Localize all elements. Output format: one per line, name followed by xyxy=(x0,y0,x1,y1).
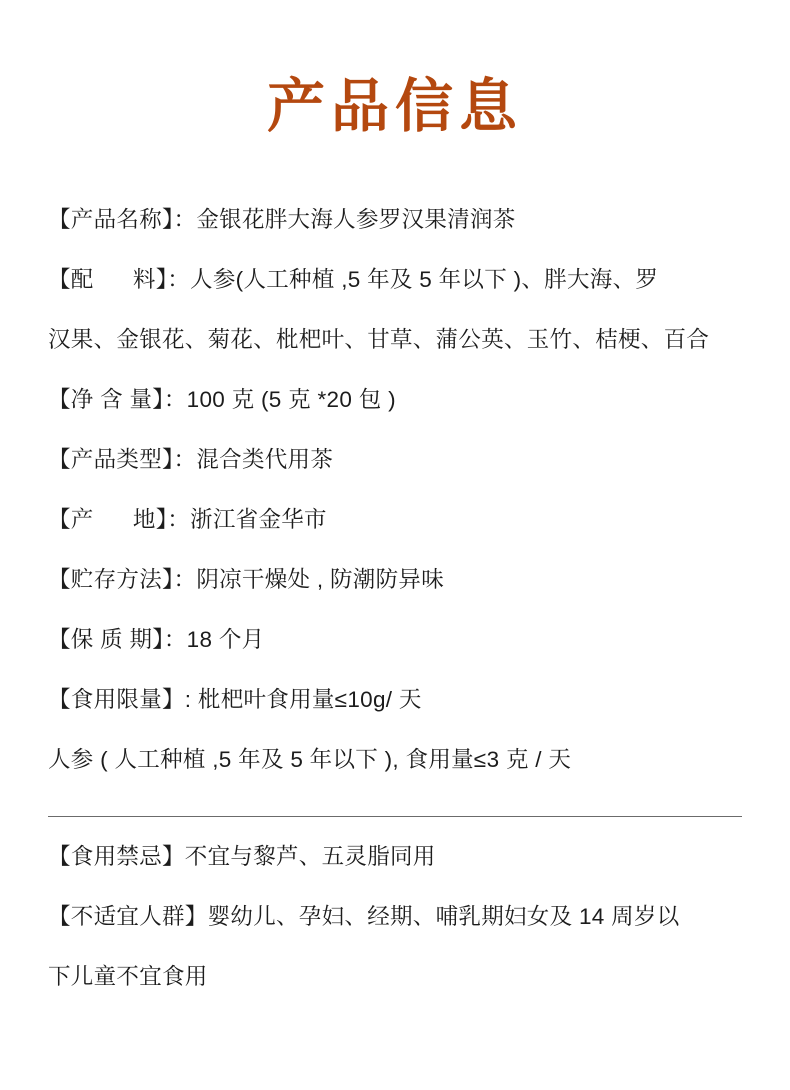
info-line-origin: 【产 地】：浙江省金华市 xyxy=(48,506,327,532)
note-line-unsuitable-groups-1: 【不适宜人群】婴幼儿、孕妇、经期、哺乳期妇女及 14 周岁以 xyxy=(48,903,680,929)
note-line-unsuitable-groups-2: 下儿童不宜食用 xyxy=(48,963,208,989)
info-line-product-type: 【产品类型】：混合类代用茶 xyxy=(48,446,334,472)
product-notes-list xyxy=(48,827,742,1007)
info-line-ingredients-2: 汉果、金银花、菊花、枇杷叶、甘草、蒲公英、玉竹、桔梗、百合 xyxy=(48,326,710,352)
page-title: 产品信息 xyxy=(266,74,523,139)
info-line-product-name: 【产品名称】：金银花胖大海人参罗汉果清润茶 xyxy=(48,206,516,232)
note-line-contraindications: 【食用禁忌】不宜与黎芦、五灵脂同用 xyxy=(48,843,436,869)
info-line-storage: 【贮存方法】：阴凉干燥处 , 防潮防异味 xyxy=(48,566,445,592)
info-line-ingredients-1: 【配 料】：人参(人工种植 ,5 年及 5 年以下 )、胖大海、罗 xyxy=(48,266,659,292)
info-line-shelf-life: 【保 质 期】：18 个月 xyxy=(48,626,265,652)
info-line-net-weight: 【净 含 量】：100 克 (5 克 *20 包 ) xyxy=(48,386,396,412)
info-line-consumption-limit-2: 人参 ( 人工种植 ,5 年及 5 年以下 ), 食用量≤3 克 / 天 xyxy=(48,746,572,772)
product-info-list xyxy=(48,190,742,790)
info-line-consumption-limit-1: 【食用限量】: 枇杷叶食用量≤10g/ 天 xyxy=(48,686,422,712)
section-divider xyxy=(48,816,742,817)
